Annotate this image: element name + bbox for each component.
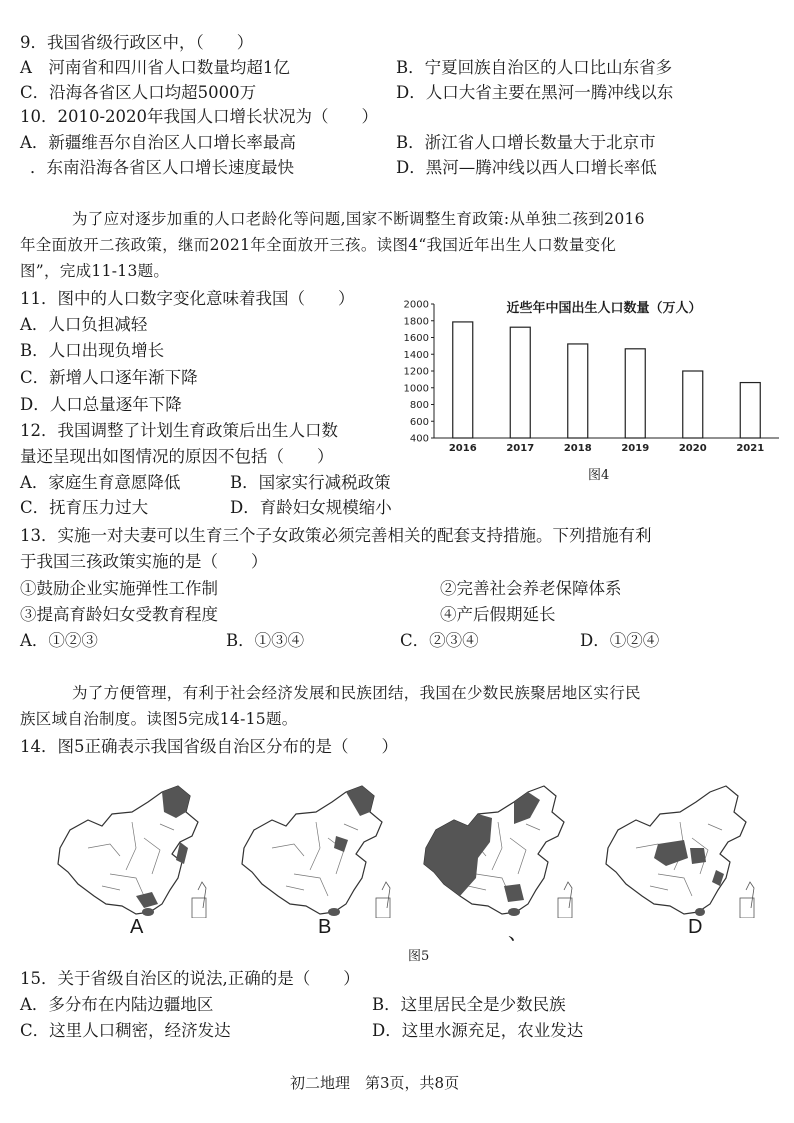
q13-stem-line2: 于我国三孩政策实施的是（ ）	[20, 552, 268, 571]
q12-option-a: A．家庭生育意愿降低	[20, 473, 181, 492]
q10-stem: 10．2010-2020年我国人口增长状况为（ ）	[20, 107, 379, 126]
intro2-line1: 为了方便管理，有利于社会经济发展和民族团结，我国在少数民族聚居地区实行民	[72, 684, 641, 702]
q13-option-c: C．②③④	[400, 631, 479, 650]
bar-2017	[510, 327, 530, 438]
q11-option-a: A．人口负担减轻	[20, 315, 148, 334]
q12-option-d: D．育龄妇女规模缩小	[230, 498, 392, 517]
q13-item-1: ①鼓励企业实施弹性工作制	[20, 579, 218, 598]
q14-stem: 14．图5正确表示我国省级自治区分布的是（ ）	[20, 737, 398, 756]
q13-item-2: ②完善社会养老保障体系	[440, 579, 622, 598]
q13-option-d: D．①②④	[580, 631, 660, 650]
page-footer: 初二地理 第3页，共8页	[290, 1074, 460, 1092]
y-tick-label: 400	[409, 433, 429, 445]
x-tick-label: 2018	[563, 443, 592, 454]
q15-option-b: B．这里居民全是少数民族	[372, 995, 566, 1014]
q15-option-a: A．多分布在内陆边疆地区	[20, 995, 214, 1014]
q13-stem-line1: 13．实施一对夫妻可以生育三个子女政策必须完善相关的配套支持措施。下列措施有利	[20, 526, 652, 545]
y-tick-label: 600	[409, 416, 429, 428]
q13-option-a: A．①②③	[20, 631, 98, 650]
y-tick-label: 1200	[403, 366, 429, 378]
q9-option-a: A 河南省和四川省人口数量均超1亿	[20, 58, 290, 77]
intro2-line2: 族区域自治制度。读图5完成14-15题。	[20, 710, 298, 728]
bar-2016	[453, 322, 473, 438]
intro1-line1: 为了应对逐步加重的人口老龄化等问题,国家不断调整生育政策:从单独二孩到2016	[72, 210, 645, 228]
x-tick-label: 2021	[736, 443, 765, 454]
y-tick-label: 1800	[403, 316, 429, 328]
q12-option-b: B．国家实行减税政策	[230, 473, 391, 492]
map-d-label: D	[688, 916, 703, 938]
q9-stem: 9．我国省级行政区中，（ ）	[20, 33, 254, 52]
q9-option-b: B．宁夏回族自治区的人口比山东省多	[396, 58, 673, 77]
bar-2020	[683, 371, 703, 438]
figure5-caption: 图5	[408, 949, 430, 964]
q13-item-3: ③提高育龄妇女受教育程度	[20, 605, 218, 624]
q10-option-d: D．黑河—腾冲线以西人口增长率低	[396, 158, 657, 177]
x-tick-label: 2020	[678, 443, 707, 454]
q13-option-b: B．①③④	[226, 631, 305, 650]
map-a[interactable]	[40, 778, 218, 918]
y-tick-label: 1000	[403, 383, 429, 395]
birth-population-chart	[394, 290, 784, 462]
q9-option-d: D．人口大省主要在黑河一腾冲线以东	[396, 83, 674, 102]
q10-option-a: A．新疆维吾尔自治区人口增长率最高	[20, 133, 296, 152]
x-tick-label: 2016	[448, 443, 477, 454]
intro1-line3: 图”，完成11-13题。	[20, 262, 170, 280]
x-tick-label: 2019	[621, 443, 650, 454]
intro1-line2: 年全面放开二孩政策，继而2021年全面放开三孩。读图4“我国近年出生人口数量变化	[20, 236, 617, 254]
q12-stem-line1: 12．我国调整了计划生育政策后出生人口数	[20, 421, 338, 440]
q9-option-c: C．沿海各省区人口均超5000万	[20, 83, 257, 102]
q11-option-b: B．人口出现负增长	[20, 341, 165, 360]
chart-title: 近些年中国出生人口数量（万人）	[506, 301, 702, 316]
map-b[interactable]	[224, 778, 402, 918]
q13-item-4: ④产后假期延长	[440, 605, 556, 624]
q12-option-c: C．抚育压力过大	[20, 498, 149, 517]
y-tick-label: 2000	[403, 299, 429, 311]
bar-2021	[740, 383, 760, 438]
map-d[interactable]	[588, 778, 766, 918]
map-a-label: A	[130, 916, 144, 938]
q11-stem: 11．图中的人口数字变化意味着我国（ ）	[20, 289, 355, 308]
map-c[interactable]	[406, 778, 584, 918]
q10-option-c: ．东南沿海各省区人口增长速度最快	[30, 158, 294, 177]
q11-option-d: D．人口总量逐年下降	[20, 395, 182, 414]
bar-2018	[568, 344, 588, 438]
y-tick-label: 1600	[403, 333, 429, 344]
q12-stem-line2: 量还呈现出如图情况的原因不包括（ ）	[20, 447, 334, 466]
figure4-caption: 图4	[588, 468, 610, 483]
q15-option-d: D．这里水源充足，农业发达	[372, 1021, 584, 1040]
bar-2019	[625, 349, 645, 438]
q10-option-b: B．浙江省人口增长数量大于北京市	[396, 133, 656, 152]
map-c-label: 、	[508, 922, 528, 944]
y-tick-label: 800	[409, 400, 429, 411]
q15-stem: 15．关于省级自治区的说法,正确的是（ ）	[20, 969, 360, 988]
map-b-label: B	[318, 916, 332, 938]
y-tick-label: 1400	[403, 349, 429, 361]
q11-option-c: C．新增人口逐年渐下降	[20, 368, 198, 387]
q15-option-c: C．这里人口稠密，经济发达	[20, 1021, 231, 1040]
x-tick-label: 2017	[506, 443, 535, 454]
